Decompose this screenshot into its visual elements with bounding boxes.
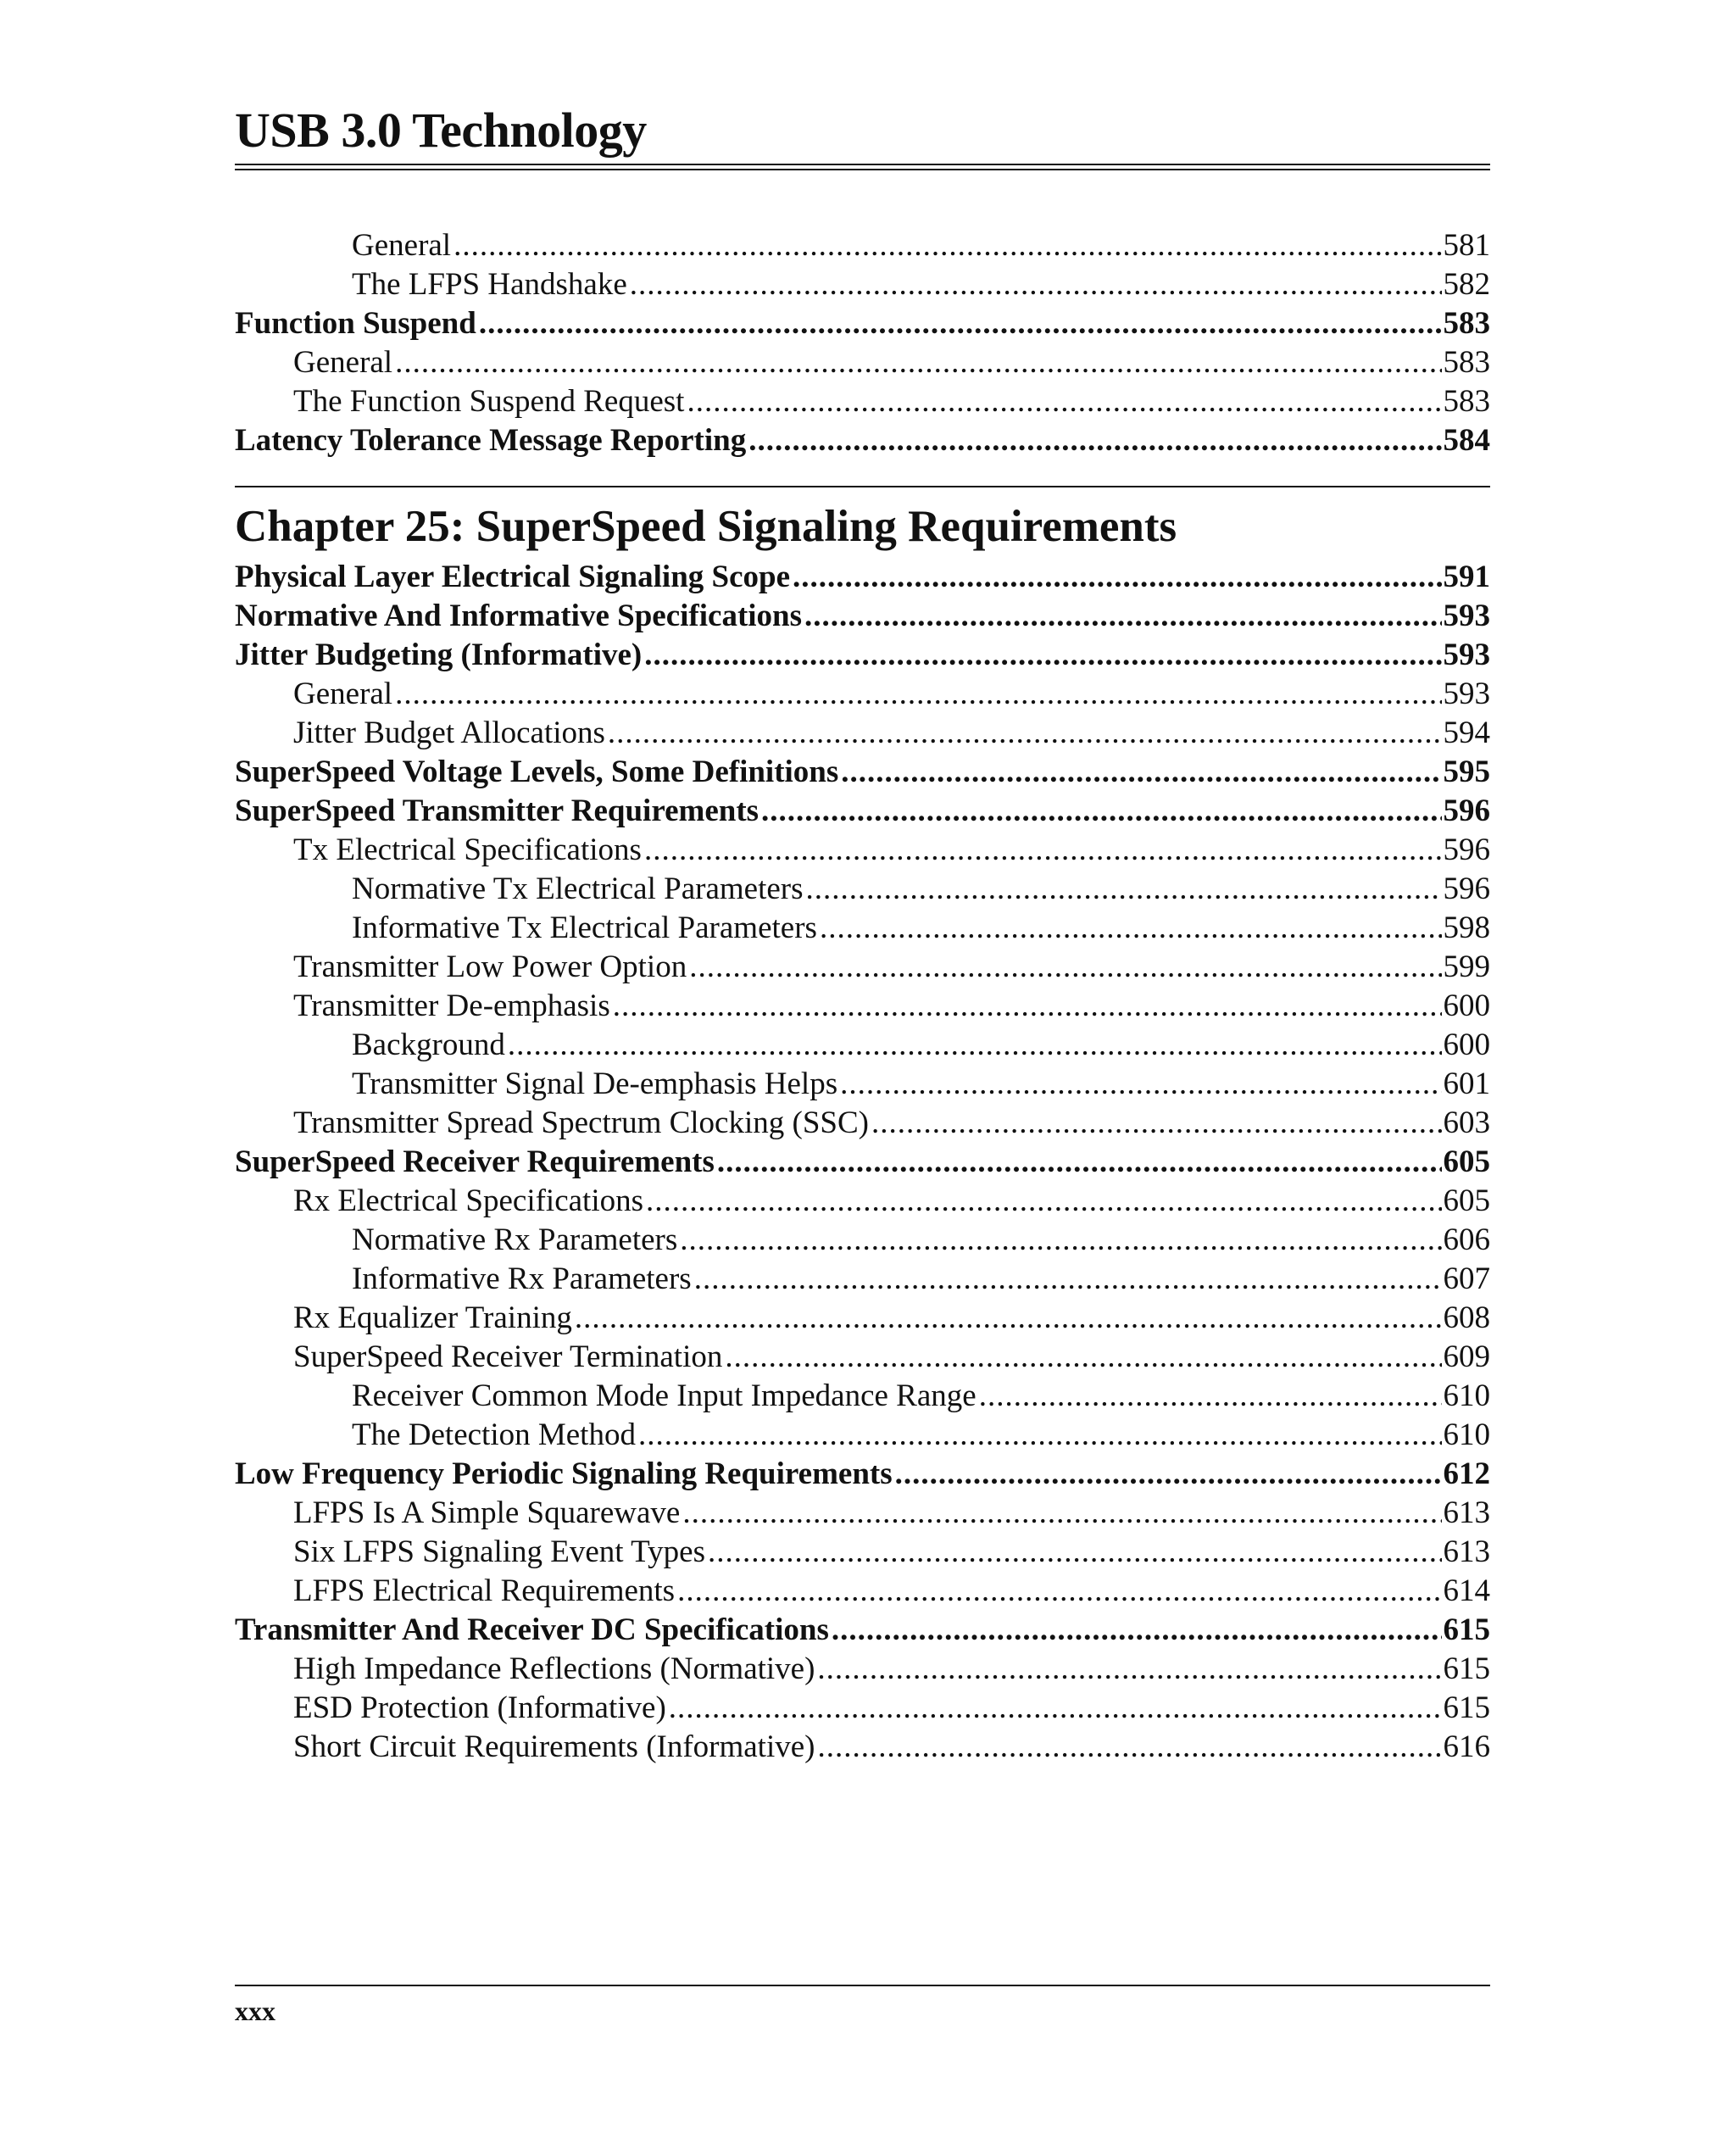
toc-entry-title: Transmitter De-emphasis: [293, 988, 610, 1023]
toc-dot-leader: [979, 1377, 1442, 1416]
toc-entry-page: 603: [1443, 1105, 1490, 1140]
toc-entry-page: 583: [1443, 306, 1490, 341]
toc-entry: [235, 831, 1490, 870]
toc-dot-leader: [669, 1689, 1442, 1728]
toc-dot-leader: [453, 226, 1441, 265]
toc-entry: [235, 421, 1490, 460]
toc-entry-page: 600: [1443, 988, 1490, 1023]
toc-entry-page: 581: [1443, 228, 1490, 263]
toc-entry-title: Physical Layer Electrical Signaling Scope: [235, 560, 791, 594]
toc-dot-leader: [687, 382, 1441, 421]
page-title: USB 3.0 Technology: [235, 103, 647, 158]
toc-entry: [235, 948, 1490, 987]
toc-entry: [235, 1026, 1490, 1065]
toc-entry: [235, 1299, 1490, 1338]
toc-dot-leader: [708, 1533, 1441, 1572]
toc-entry: [235, 597, 1490, 636]
toc-entry: [235, 265, 1490, 304]
toc-entry-title: Transmitter Spread Spectrum Clocking (SSC): [293, 1105, 869, 1140]
toc-entry: [235, 1416, 1490, 1455]
toc-dot-leader: [818, 1728, 1442, 1767]
toc-entry-page: 595: [1443, 755, 1490, 789]
toc-entry: [235, 1221, 1490, 1260]
toc-entry: [235, 636, 1490, 675]
toc-entry-title: General: [293, 345, 393, 380]
toc-entry-title: ESD Protection (Informative): [293, 1690, 666, 1725]
toc-entry: [235, 226, 1490, 265]
toc-entry-page: 596: [1443, 794, 1490, 828]
toc-entry: [235, 304, 1490, 343]
toc-entry-page: 583: [1443, 384, 1490, 419]
toc-entry-page: 607: [1443, 1261, 1490, 1296]
toc-entry: [235, 1338, 1490, 1377]
toc-entry-title: Six LFPS Signaling Event Types: [293, 1534, 706, 1569]
toc-entry-page: 613: [1443, 1495, 1490, 1530]
toc-entry-title: High Impedance Reflections (Normative): [293, 1651, 815, 1686]
toc-entry-title: Transmitter Signal De-emphasis Helps: [352, 1066, 838, 1101]
toc-entry: [235, 753, 1490, 792]
toc-dot-leader: [644, 636, 1441, 675]
toc-entry-page: 606: [1443, 1222, 1490, 1257]
toc-entry: [235, 1377, 1490, 1416]
toc-dot-leader: [644, 831, 1442, 870]
toc-dot-leader: [871, 1104, 1442, 1143]
toc-entry-page: 614: [1443, 1573, 1490, 1608]
toc-entry-title: General: [293, 677, 393, 711]
toc-entry-title: Informative Rx Parameters: [352, 1261, 692, 1296]
toc-entry-page: 593: [1443, 638, 1490, 672]
toc-entry: [235, 1065, 1490, 1104]
toc-dot-leader: [840, 1065, 1441, 1104]
toc-dot-leader: [895, 1455, 1442, 1494]
toc-dot-leader: [832, 1611, 1442, 1650]
toc-entry: [235, 870, 1490, 909]
toc-entry-page: 616: [1443, 1729, 1490, 1764]
toc-dot-leader: [575, 1299, 1442, 1338]
toc-dot-leader: [761, 792, 1441, 831]
toc-entry-page: 596: [1443, 833, 1490, 867]
toc-dot-leader: [804, 597, 1441, 636]
toc-dot-leader: [689, 948, 1441, 987]
toc-dot-leader: [677, 1572, 1441, 1611]
toc-entry-title: Informative Tx Electrical Parameters: [352, 911, 817, 945]
toc-dot-leader: [680, 1221, 1441, 1260]
toc-entry-title: General: [352, 228, 452, 263]
toc-dot-leader: [748, 421, 1441, 460]
toc-entry: [235, 1572, 1490, 1611]
toc-dot-leader: [395, 343, 1441, 382]
toc-entry-title: SuperSpeed Transmitter Requirements: [235, 794, 760, 828]
toc-entry-page: 615: [1443, 1612, 1490, 1647]
toc-entry-title: Normative Tx Electrical Parameters: [352, 872, 804, 906]
toc-entry-page: 609: [1443, 1339, 1490, 1374]
toc-entry: [235, 382, 1490, 421]
toc-entry: [235, 714, 1490, 753]
toc-entry-page: 612: [1443, 1456, 1490, 1491]
toc-entry-title: Tx Electrical Specifications: [293, 833, 642, 867]
footer-rule: [235, 1985, 1490, 1986]
toc-entry: [235, 1611, 1490, 1650]
toc-entry-title: Transmitter Low Power Option: [293, 949, 687, 984]
toc-entry-title: SuperSpeed Receiver Termination: [293, 1339, 723, 1374]
toc-entry-title: Rx Electrical Specifications: [293, 1183, 644, 1218]
toc-entry-title: Low Frequency Periodic Signaling Requirements: [235, 1456, 893, 1491]
toc-entry-page: 594: [1443, 716, 1490, 750]
toc-entry-title: SuperSpeed Receiver Requirements: [235, 1144, 715, 1179]
toc-entry-page: 610: [1443, 1378, 1490, 1413]
toc-dot-leader: [395, 675, 1441, 714]
title-rule-top: [235, 164, 1490, 165]
toc-dot-leader: [613, 987, 1442, 1026]
toc-entry-title: The LFPS Handshake: [352, 267, 627, 302]
toc-entry: [235, 1182, 1490, 1221]
toc-entry-page: 613: [1443, 1534, 1490, 1569]
toc-entry-title: Function Suspend: [235, 306, 476, 341]
chapter-toc-list: [235, 558, 1490, 1767]
toc-entry-title: SuperSpeed Voltage Levels, Some Definitions: [235, 755, 839, 789]
toc-dot-leader: [841, 753, 1441, 792]
toc-entry: [235, 1650, 1490, 1689]
footer-page-number: xxx: [235, 1996, 275, 2026]
toc-entry-title: Background: [352, 1027, 505, 1062]
toc-entry-page: 608: [1443, 1300, 1490, 1335]
toc-dot-leader: [820, 909, 1442, 948]
toc-entry-page: 593: [1443, 599, 1490, 633]
toc-dot-leader: [608, 714, 1442, 753]
toc-entry-page: 598: [1443, 911, 1490, 945]
toc-entry-page: 582: [1443, 267, 1490, 302]
toc-entry-page: 610: [1443, 1417, 1490, 1452]
toc-dot-leader: [694, 1260, 1442, 1299]
toc-entry: [235, 987, 1490, 1026]
toc-dot-leader: [717, 1143, 1442, 1182]
toc-entry: [235, 1533, 1490, 1572]
toc-entry-title: LFPS Electrical Requirements: [293, 1573, 676, 1608]
toc-entry: [235, 1455, 1490, 1494]
toc-entry-page: 591: [1443, 560, 1490, 594]
toc-entry: [235, 1494, 1490, 1533]
toc-dot-leader: [508, 1026, 1442, 1065]
toc-entry-title: The Function Suspend Request: [293, 384, 685, 419]
toc-continued-list: [235, 226, 1490, 460]
toc-entry: [235, 1260, 1490, 1299]
toc-entry-page: 605: [1443, 1183, 1490, 1218]
toc-entry-title: Receiver Common Mode Input Impedance Range: [352, 1378, 976, 1413]
toc-entry-page: 600: [1443, 1027, 1490, 1062]
toc-dot-leader: [806, 870, 1442, 909]
title-rule-bottom: [235, 169, 1490, 170]
toc-entry-page: 605: [1443, 1144, 1490, 1179]
toc-entry: [235, 909, 1490, 948]
toc-dot-leader: [682, 1494, 1441, 1533]
toc-entry: [235, 675, 1490, 714]
toc-dot-leader: [817, 1650, 1441, 1689]
toc-entry-title: LFPS Is A Simple Squarewave: [293, 1495, 681, 1530]
toc-entry-page: 599: [1443, 949, 1490, 984]
toc-dot-leader: [793, 558, 1441, 597]
toc-entry: [235, 1143, 1490, 1182]
toc-dot-leader: [725, 1338, 1441, 1377]
toc-entry-title: Rx Equalizer Training: [293, 1300, 572, 1335]
toc-entry: [235, 792, 1490, 831]
toc-entry-title: Normative And Informative Specifications: [235, 599, 803, 633]
toc-entry: [235, 1728, 1490, 1767]
toc-dot-leader: [630, 265, 1442, 304]
toc-entry-page: 601: [1443, 1066, 1490, 1101]
toc-entry-page: 583: [1443, 345, 1490, 380]
toc-entry-page: 615: [1443, 1651, 1490, 1686]
toc-entry: [235, 558, 1490, 597]
toc-entry: [235, 343, 1490, 382]
toc-entry-title: Normative Rx Parameters: [352, 1222, 678, 1257]
chapter-divider: [235, 486, 1490, 487]
toc-entry-title: Transmitter And Receiver DC Specifications: [235, 1612, 829, 1647]
toc-dot-leader: [479, 304, 1442, 343]
toc-dot-leader: [638, 1416, 1442, 1455]
toc-entry-page: 615: [1443, 1690, 1490, 1725]
toc-entry-title: Jitter Budget Allocations: [293, 716, 605, 750]
toc-entry-page: 596: [1443, 872, 1490, 906]
toc-entry: [235, 1689, 1490, 1728]
toc-entry-title: Short Circuit Requirements (Informative): [293, 1729, 815, 1764]
chapter-heading: Chapter 25: SuperSpeed Signaling Requirements: [235, 502, 1177, 551]
toc-entry: [235, 1104, 1490, 1143]
toc-dot-leader: [646, 1182, 1441, 1221]
toc-entry-page: 584: [1443, 423, 1490, 458]
toc-entry-title: Jitter Budgeting (Informative): [235, 638, 643, 672]
toc-entry-title: Latency Tolerance Message Reporting: [235, 423, 747, 458]
toc-entry-title: The Detection Method: [352, 1417, 636, 1452]
toc-entry-page: 593: [1443, 677, 1490, 711]
